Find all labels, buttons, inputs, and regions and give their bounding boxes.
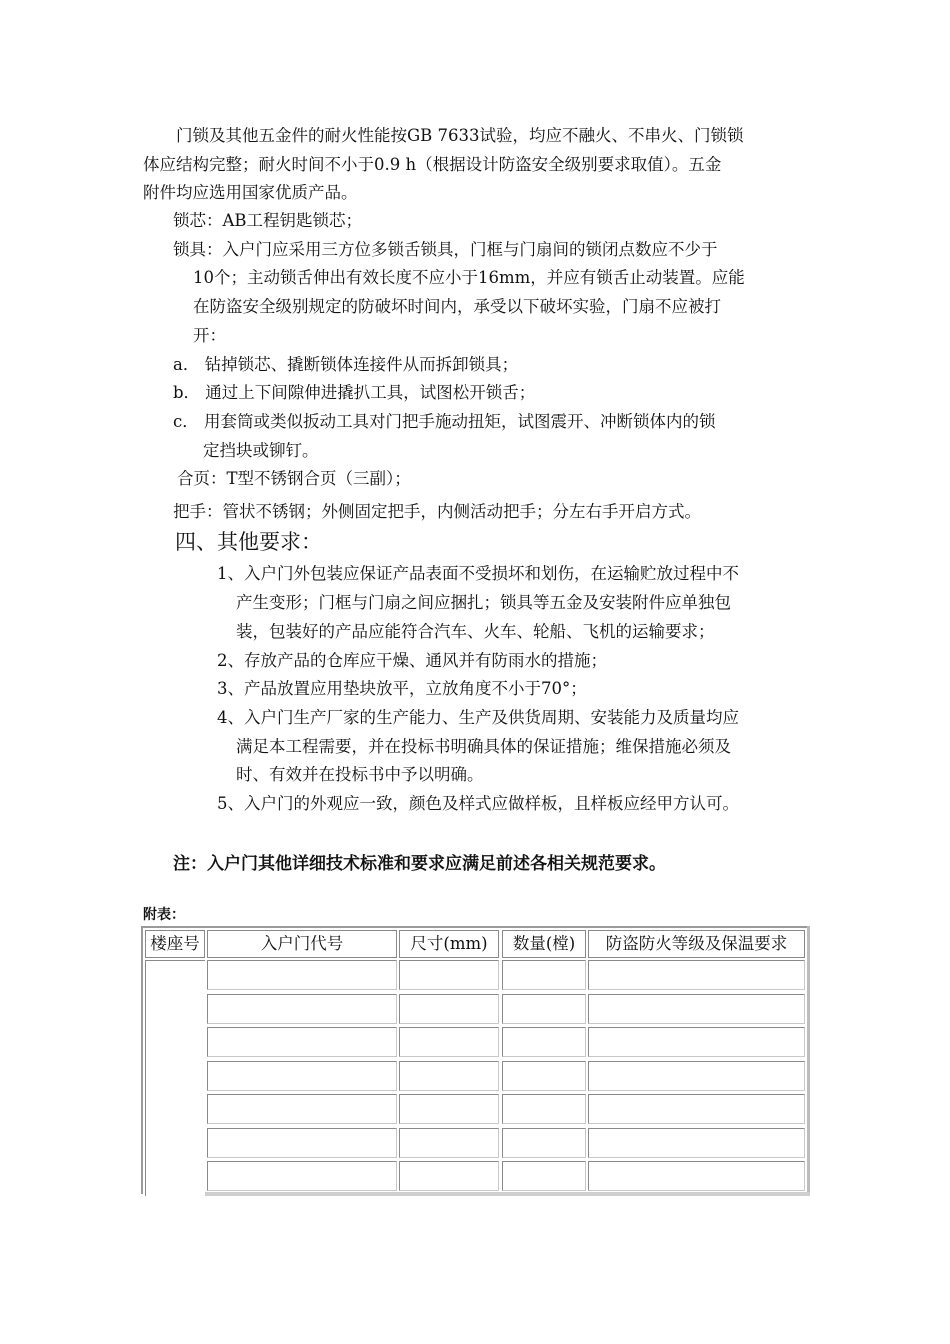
requirement-line: 装，包装好的产品应能符合汽车、火车、轮船、飞机的运输要求； <box>236 622 715 641</box>
table-border <box>807 926 810 1196</box>
table-cell <box>502 960 586 990</box>
table-cell <box>588 1094 805 1124</box>
table-cell <box>207 1094 397 1124</box>
table-cell <box>399 1128 499 1158</box>
list-item-b: b． 通过上下间隙伸进撬扒工具，试图松开锁舌； <box>173 383 536 402</box>
table-cell <box>207 1061 397 1091</box>
body-line-1: 门锁及其他五金件的耐火性能按GB 7633试验，均应不融火、不串火、门锁锁 <box>176 126 744 145</box>
table-border <box>141 926 810 928</box>
table-cell <box>502 1161 586 1191</box>
header-quantity: 数量(樘) <box>502 930 586 958</box>
table-cell <box>207 1128 397 1158</box>
requirement-line: 1、入户门外包装应保证产品表面不受损坏和划伤，在运输贮放过程中不 <box>217 564 739 583</box>
table-cell <box>588 1027 805 1057</box>
requirement-line: 产生变形；门框与门扇之间应捆扎；锁具等五金及安装附件应单独包 <box>236 593 731 612</box>
table-cell <box>207 994 397 1024</box>
requirement-line: 5、入户门的外观应一致，颜色及样式应做样板，且样板应经甲方认可。 <box>217 794 739 813</box>
table-cell <box>588 994 805 1024</box>
table-caption: 附表： <box>143 907 185 923</box>
table-cell <box>502 1027 586 1057</box>
table-cell <box>502 1094 586 1124</box>
requirement-line: 3、产品放置应用垫块放平，立放角度不小于70°； <box>217 679 587 698</box>
table-cell <box>588 1161 805 1191</box>
table-cell <box>502 994 586 1024</box>
building-no-cell <box>145 960 205 1196</box>
lock-line-2: 10个；主动锁舌伸出有效长度不应小于16mm，并应有锁舌止动装置。应能 <box>193 268 745 287</box>
section-heading: 四、其他要求： <box>175 530 322 554</box>
list-item-a: a． 钻掉锁芯、撬断锁体连接件从而拆卸锁具； <box>173 355 519 374</box>
lock-line-3: 在防盗安全级别规定的防破坏时间内，承受以下破坏实验，门扇不应被打 <box>193 297 721 316</box>
requirement-line: 2、存放产品的仓库应干燥、通风并有防雨水的措施； <box>217 651 607 670</box>
body-line-3: 附件均应选用国家优质产品。 <box>143 183 358 202</box>
note-text: 注：入户门其他详细技术标准和要求应满足前述各相关规范要求。 <box>173 854 666 874</box>
list-item-c-cont: 定挡块或铆钉。 <box>203 441 319 460</box>
header-door-code: 入户门代号 <box>207 930 397 958</box>
table-cell <box>588 1128 805 1158</box>
header-building-no: 楼座号 <box>145 930 205 958</box>
table-cell <box>399 994 499 1024</box>
table-cell <box>207 1161 397 1191</box>
requirement-line: 满足本工程需要，并在投标书明确具体的保证措施；维保措施必须及 <box>236 737 731 756</box>
table-cell <box>399 1061 499 1091</box>
lock-line-1: 锁具：入户门应采用三方位多锁舌锁具，门框与门扇间的锁闭点数应不少于 <box>173 240 718 259</box>
body-line-2: 体应结构完整；耐火时间不小于0.9 h（根据设计防盗安全级别要求取值）。五金 <box>143 155 722 174</box>
lock-core-line: 锁芯：AB工程钥匙锁芯； <box>173 211 363 230</box>
table-cell <box>502 1128 586 1158</box>
door-schedule-table <box>141 926 810 1196</box>
table-cell <box>502 1061 586 1091</box>
table-border <box>141 926 143 1194</box>
table-cell <box>399 960 499 990</box>
table-cell <box>399 1027 499 1057</box>
table-border <box>205 1192 810 1196</box>
table-cell <box>588 960 805 990</box>
table-cell <box>207 1027 397 1057</box>
header-grade-requirements: 防盗防火等级及保温要求 <box>588 930 805 958</box>
list-item-c: c． 用套筒或类似扳动工具对门把手施动扭矩，试图震开、冲断锁体内的锁 <box>173 412 716 431</box>
requirement-line: 时、有效并在投标书中予以明确。 <box>236 765 484 784</box>
handle-line: 把手：管状不锈钢；外侧固定把手，内侧活动把手；分左右手开启方式。 <box>173 502 701 521</box>
hinge-line: 合页：T型不锈钢合页（三副）； <box>177 469 411 488</box>
table-cell <box>399 1161 499 1191</box>
requirement-line: 4、入户门生产厂家的生产能力、生产及供货周期、安装能力及质量均应 <box>217 708 739 727</box>
header-size: 尺寸(mm) <box>399 930 499 958</box>
table-cell <box>588 1061 805 1091</box>
lock-line-4: 开： <box>193 326 226 345</box>
table-cell <box>399 1094 499 1124</box>
table-cell <box>207 960 397 990</box>
